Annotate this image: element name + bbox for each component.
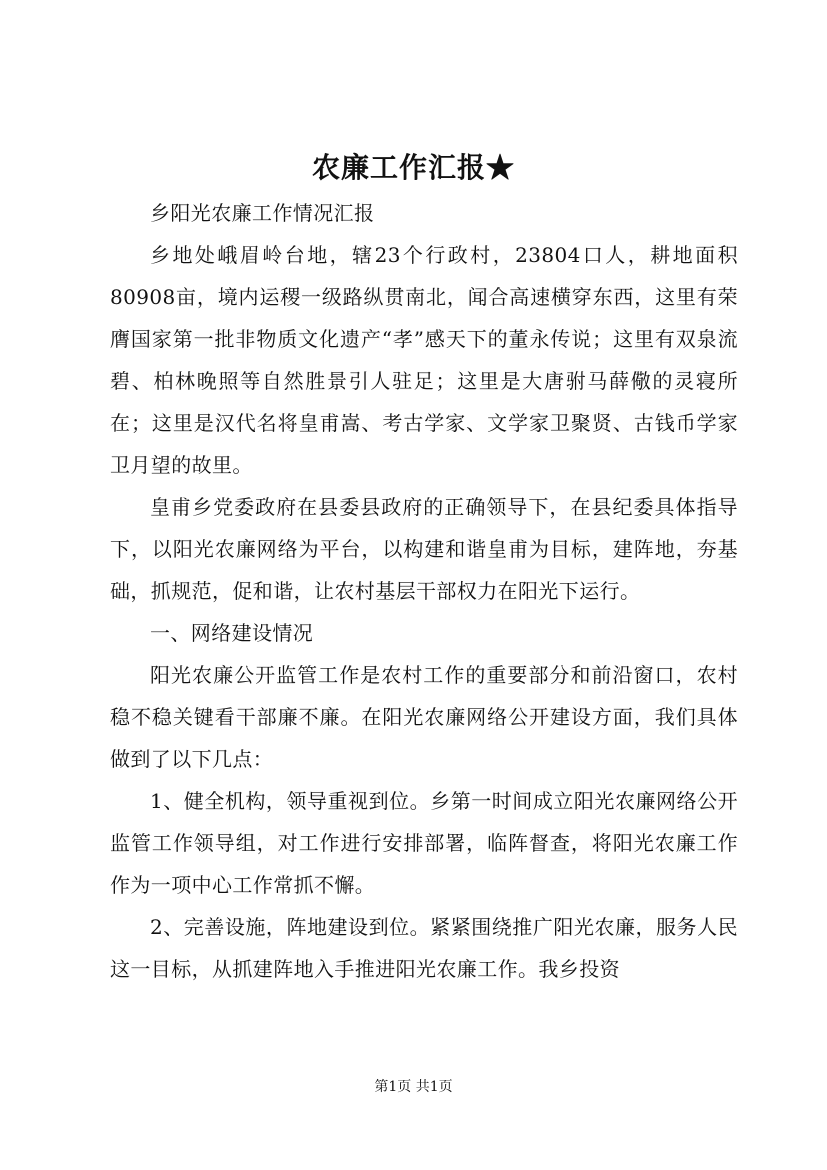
- paragraph: 1、健全机构，领导重视到位。乡第一时间成立阳光农廉网络公开监管工作领导组，对工作进行安排部署，临阵督查，将阳光农廉工作作为一项中心工作常抓不懈。: [110, 789, 738, 897]
- paragraph: 乡地处峨眉岭台地，辖23个行政村，23804口人，耕地面积80908亩，境内运稷一级路纵贯南北，闻合高速横穿东西，这里有荣膺国家第一批非物质文化遗产“孝”感天下的董永传说；这里有双泉流碧、柏林晚照等自然胜景引人驻足；这里是大唐驸马薛儆的灵寝所在；这里是汉代名将皇甫嵩、考古学家、文学家卫聚贤、古钱币学家卫月望的故里。: [110, 243, 738, 477]
- paragraph: 阳光农廉公开监管工作是农村工作的重要部分和前沿窗口，农村稳不稳关键看干部廉不廉。在阳光农廉网络公开建设方面，我们具体做到了以下几点：: [110, 663, 738, 771]
- paragraph: 皇甫乡党委政府在县委县政府的正确领导下，在县纪委具体指导下，以阳光农廉网络为平台，以构建和谐皇甫为目标，建阵地，夯基础，抓规范，促和谐，让农村基层干部权力在阳光下运行。: [110, 495, 738, 603]
- paragraph: 2、完善设施，阵地建设到位。紧紧围绕推广阳光农廉，服务人民这一目标，从抓建阵地入手推进阳光农廉工作。我乡投资: [110, 915, 738, 981]
- document-body: [110, 192, 738, 990]
- document-title: 农廉工作汇报★: [311, 151, 515, 184]
- paragraph-heading: 乡阳光农廉工作情况汇报: [150, 201, 375, 225]
- section-heading: 一、网络建设情况: [150, 621, 314, 645]
- page-footer: 第1页 共1页: [374, 1079, 453, 1095]
